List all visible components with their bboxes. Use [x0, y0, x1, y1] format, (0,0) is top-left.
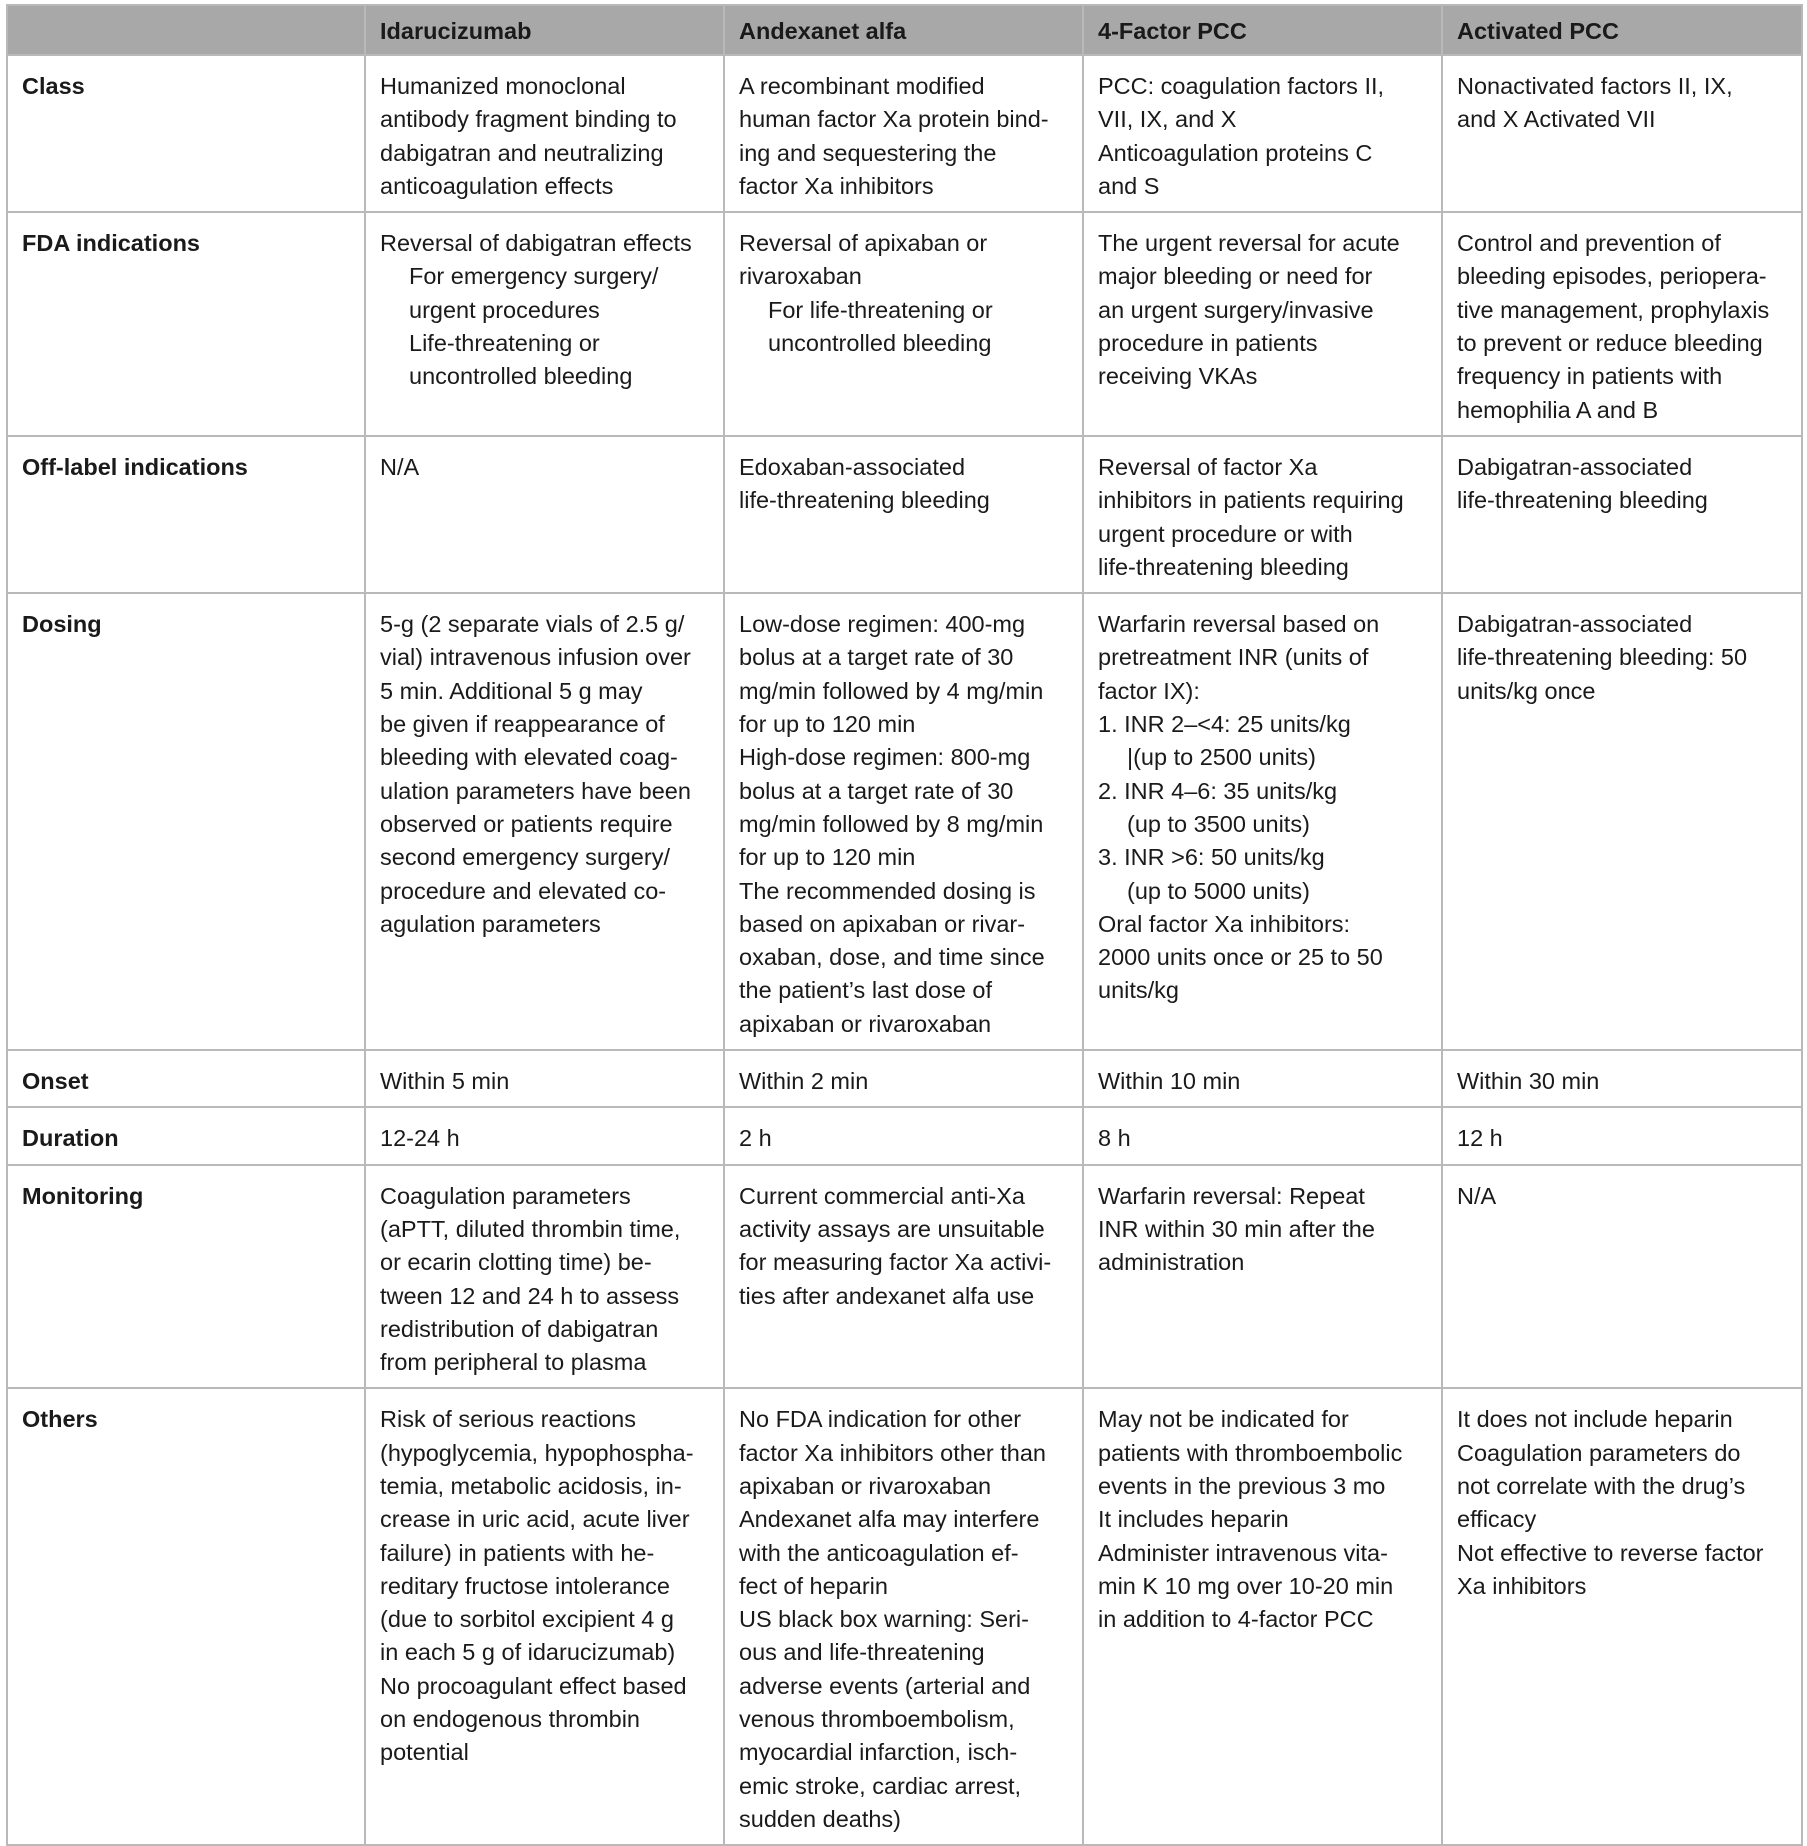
- cell-text-line: Control and prevention of: [1457, 230, 1721, 257]
- cell-text-line: urgent procedures: [409, 296, 600, 323]
- cell-text-line: for up to 120 min: [739, 711, 916, 738]
- cell-text-line: Humanized monoclonal: [380, 73, 626, 99]
- cell-text-line: patients with thromboembolic: [1098, 1439, 1403, 1466]
- cell-fda-activated-pcc: [1442, 212, 1802, 436]
- cell-text-line: units/kg once: [1457, 677, 1596, 704]
- cell-text-line: vial) intravenous infusion over: [380, 644, 691, 671]
- cell-text-line: reditary fructose intolerance: [380, 1572, 670, 1599]
- cell-text-line: an urgent surgery/invasive: [1098, 296, 1374, 323]
- cell-text-line: Risk of serious reactions: [380, 1406, 636, 1433]
- cell-text-line: tive management, prophylaxis: [1457, 296, 1770, 323]
- cell-text-line: mg/min followed by 4 mg/min: [739, 677, 1044, 704]
- cell-fda-andexanet: [724, 212, 1083, 436]
- cell-text-line: sudden deaths): [739, 1805, 902, 1832]
- cell-others-andexanet: [724, 1388, 1083, 1845]
- cell-text-line: Warfarin reversal: Repeat: [1098, 1182, 1365, 1209]
- cell-text-line: life-threatening bleeding: [739, 487, 990, 514]
- cell-text-line: ing and sequestering the: [739, 139, 997, 166]
- row-onset: [7, 1050, 1802, 1107]
- cell-text-line: bleeding episodes, periopera-: [1457, 263, 1767, 290]
- cell-monitoring-idarucizumab: [365, 1165, 724, 1389]
- cell-text-line: bleeding with elevated coag-: [380, 744, 678, 771]
- cell-text-line: procedure in patients: [1098, 330, 1318, 357]
- cell-fda-idarucizumab: [365, 212, 724, 436]
- row-label-class: Class: [7, 55, 365, 212]
- cell-text-line: Within 5 min: [380, 1068, 510, 1095]
- cell-text-line: Reversal of dabigatran effects: [380, 230, 692, 257]
- cell-text-line: 5-g (2 separate vials of 2.5 g/: [380, 611, 685, 638]
- cell-monitoring-activated-pcc: [1442, 1165, 1802, 1389]
- header-idarucizumab: Idarucizumab: [365, 5, 724, 55]
- row-dosing: [7, 593, 1802, 1050]
- cell-offlabel-andexanet: [724, 436, 1083, 593]
- cell-text-line: on endogenous thrombin: [380, 1706, 641, 1733]
- cell-text-line: Reversal of apixaban or: [739, 230, 988, 257]
- cell-monitoring-4f-pcc: [1083, 1165, 1442, 1389]
- cell-monitoring-andexanet: [724, 1165, 1083, 1389]
- cell-onset-4f-pcc: [1083, 1050, 1442, 1107]
- cell-text-line: The recommended dosing is: [739, 877, 1036, 904]
- cell-text-line: apixaban or rivaroxaban: [739, 1010, 992, 1037]
- cell-text-line: temia, metabolic acidosis, in-: [380, 1472, 682, 1499]
- cell-text-line: Dabigatran-associated: [1457, 453, 1693, 480]
- cell-text-line: adverse events (arterial and: [739, 1672, 1031, 1699]
- cell-text-line: 2. INR 4–6: 35 units/kg: [1098, 777, 1338, 804]
- cell-text-line: oxaban, dose, and time since: [739, 944, 1045, 971]
- cell-text-line: emic stroke, cardiac arrest,: [739, 1772, 1022, 1799]
- cell-text-line: crease in uric acid, acute liver: [380, 1506, 690, 1533]
- cell-text-line: N/A: [1457, 1182, 1497, 1209]
- cell-text-line: min K 10 mg over 10-20 min: [1098, 1572, 1394, 1599]
- row-off-label-indications: [7, 436, 1802, 593]
- cell-text-line: tween 12 and 24 h to assess: [380, 1282, 680, 1309]
- header-andexanet-alfa: Andexanet alfa: [724, 5, 1083, 55]
- cell-text-line: human factor Xa protein bind-: [739, 106, 1049, 133]
- cell-text-line: Edoxaban-associated: [739, 453, 966, 480]
- cell-text-line: to prevent or reduce bleeding: [1457, 330, 1763, 357]
- cell-text-line: N/A: [380, 453, 420, 480]
- comparison-table-container: [6, 4, 1801, 1846]
- cell-text-line: (hypoglycemia, hypophospha-: [380, 1439, 694, 1466]
- row-label-duration: Duration: [7, 1107, 365, 1164]
- cell-class-andexanet: [724, 55, 1083, 212]
- cell-text-line: For life-threatening or: [768, 296, 993, 323]
- cell-text-line: factor Xa inhibitors other than: [739, 1439, 1046, 1466]
- cell-text-line: for measuring factor Xa activi-: [739, 1249, 1052, 1276]
- cell-text-line: For emergency surgery/: [409, 263, 659, 290]
- cell-class-idarucizumab: [365, 55, 724, 212]
- cell-text-line: (aPTT, diluted thrombin time,: [380, 1215, 681, 1242]
- cell-text-line: dabigatran and neutralizing: [380, 139, 664, 166]
- cell-text-line: for up to 120 min: [739, 844, 916, 871]
- cell-duration-idarucizumab: [365, 1107, 724, 1164]
- cell-text-line: frequency in patients with: [1457, 363, 1723, 390]
- row-label-others: Others: [7, 1388, 365, 1845]
- cell-text-line: hemophilia A and B: [1457, 396, 1659, 423]
- cell-text-line: the patient’s last dose of: [739, 977, 993, 1004]
- cell-text-line: (due to sorbitol excipient 4 g: [380, 1606, 674, 1633]
- cell-text-line: apixaban or rivaroxaban: [739, 1472, 992, 1499]
- cell-text-line: Nonactivated factors II, IX,: [1457, 73, 1733, 99]
- cell-text-line: from peripheral to plasma: [380, 1349, 647, 1376]
- cell-text-line: Warfarin reversal based on: [1098, 611, 1380, 638]
- cell-text-line: Life-threatening or: [409, 330, 600, 357]
- row-label-onset: Onset: [7, 1050, 365, 1107]
- cell-duration-4f-pcc: [1083, 1107, 1442, 1164]
- cell-text-line: Not effective to reverse factor: [1457, 1539, 1764, 1566]
- row-label-dosing: Dosing: [7, 593, 365, 1050]
- cell-text-line: Xa inhibitors: [1457, 1572, 1587, 1599]
- cell-text-line: administration: [1098, 1249, 1245, 1276]
- cell-text-line: Within 30 min: [1457, 1068, 1600, 1095]
- cell-text-line: inhibitors in patients requiring: [1098, 487, 1404, 514]
- cell-text-line: Andexanet alfa may interfere: [739, 1506, 1040, 1533]
- cell-text-line: redistribution of dabigatran: [380, 1315, 659, 1342]
- cell-text-line: life-threatening bleeding: 50: [1457, 644, 1748, 671]
- cell-dosing-activated-pcc: [1442, 593, 1802, 1050]
- cell-text-line: urgent procedure or with: [1098, 520, 1353, 547]
- cell-dosing-idarucizumab: [365, 593, 724, 1050]
- cell-text-line: second emergency surgery/: [380, 844, 670, 871]
- row-label-off-label: Off-label indications: [7, 436, 365, 593]
- cell-text-line: |(up to 2500 units): [1127, 744, 1316, 771]
- cell-text-line: in each 5 g of idarucizumab): [380, 1639, 676, 1666]
- cell-text-line: 3. INR >6: 50 units/kg: [1098, 844, 1325, 871]
- cell-text-line: life-threatening bleeding: [1098, 553, 1349, 580]
- cell-offlabel-4f-pcc: [1083, 436, 1442, 593]
- cell-offlabel-idarucizumab: [365, 436, 724, 593]
- cell-text-line: mg/min followed by 8 mg/min: [739, 810, 1044, 837]
- cell-others-4f-pcc: [1083, 1388, 1442, 1845]
- cell-text-line: 5 min. Additional 5 g may: [380, 677, 643, 704]
- row-duration: [7, 1107, 1802, 1164]
- cell-text-line: Oral factor Xa inhibitors:: [1098, 910, 1351, 937]
- cell-text-line: receiving VKAs: [1098, 363, 1258, 390]
- cell-dosing-4f-pcc: [1083, 593, 1442, 1050]
- cell-text-line: myocardial infarction, isch-: [739, 1739, 1018, 1766]
- cell-onset-idarucizumab: [365, 1050, 724, 1107]
- cell-text-line: ties after andexanet alfa use: [739, 1282, 1035, 1309]
- cell-class-activated-pcc: [1442, 55, 1802, 212]
- row-monitoring: [7, 1165, 1802, 1389]
- cell-onset-activated-pcc: [1442, 1050, 1802, 1107]
- cell-text-line: Reversal of factor Xa: [1098, 453, 1318, 480]
- cell-dosing-andexanet: [724, 593, 1083, 1050]
- cell-others-idarucizumab: [365, 1388, 724, 1845]
- cell-text-line: agulation parameters: [380, 910, 601, 937]
- cell-text-line: It includes heparin: [1098, 1506, 1289, 1533]
- cell-text-line: A recombinant modified: [739, 73, 985, 99]
- cell-text-line: failure) in patients with he-: [380, 1539, 655, 1566]
- cell-text-line: fect of heparin: [739, 1572, 888, 1599]
- cell-text-line: activity assays are unsuitable: [739, 1215, 1045, 1242]
- cell-fda-4f-pcc: [1083, 212, 1442, 436]
- cell-text-line: efficacy: [1457, 1506, 1537, 1533]
- cell-text-line: VII, IX, and X: [1098, 106, 1237, 133]
- cell-text-line: No procoagulant effect based: [380, 1672, 687, 1699]
- cell-text-line: be given if reappearance of: [380, 711, 665, 738]
- cell-text-line: uncontrolled bleeding: [409, 363, 633, 390]
- row-fda-indications: [7, 212, 1802, 436]
- cell-text-line: major bleeding or need for: [1098, 263, 1373, 290]
- cell-text-line: INR within 30 min after the: [1098, 1215, 1375, 1242]
- cell-text-line: based on apixaban or rivar-: [739, 910, 1026, 937]
- reversal-agents-table: [6, 4, 1803, 1846]
- cell-text-line: Current commercial anti-Xa: [739, 1182, 1026, 1209]
- cell-class-4f-pcc: [1083, 55, 1442, 212]
- cell-text-line: The urgent reversal for acute: [1098, 230, 1400, 257]
- cell-text-line: 8 h: [1098, 1125, 1131, 1152]
- cell-text-line: PCC: coagulation factors II,: [1098, 73, 1385, 99]
- cell-text-line: factor Xa inhibitors: [739, 172, 934, 199]
- cell-text-line: It does not include heparin: [1457, 1406, 1733, 1433]
- cell-text-line: procedure and elevated co-: [380, 877, 667, 904]
- header-corner-cell: [7, 5, 365, 55]
- cell-text-line: ulation parameters have been: [380, 777, 691, 804]
- cell-text-line: (up to 5000 units): [1127, 877, 1310, 904]
- cell-text-line: Dabigatran-associated: [1457, 611, 1693, 638]
- cell-text-line: Anticoagulation proteins C: [1098, 139, 1373, 166]
- cell-text-line: Coagulation parameters: [380, 1182, 631, 1209]
- cell-text-line: uncontrolled bleeding: [768, 330, 992, 357]
- cell-text-line: May not be indicated for: [1098, 1406, 1349, 1433]
- cell-text-line: antibody fragment binding to: [380, 106, 677, 133]
- cell-text-line: in addition to 4-factor PCC: [1098, 1606, 1374, 1633]
- cell-text-line: and X Activated VII: [1457, 106, 1656, 133]
- cell-text-line: No FDA indication for other: [739, 1406, 1022, 1433]
- cell-text-line: life-threatening bleeding: [1457, 487, 1708, 514]
- cell-text-line: 2 h: [739, 1125, 772, 1152]
- cell-text-line: factor IX):: [1098, 677, 1200, 704]
- cell-text-line: and S: [1098, 172, 1160, 199]
- cell-text-line: 12-24 h: [380, 1125, 460, 1152]
- cell-text-line: or ecarin clotting time) be-: [380, 1249, 652, 1276]
- cell-text-line: potential: [380, 1739, 469, 1766]
- cell-text-line: (up to 3500 units): [1127, 810, 1310, 837]
- cell-text-line: with the anticoagulation ef-: [739, 1539, 1019, 1566]
- row-class: [7, 55, 1802, 212]
- cell-text-line: 1. INR 2–<4: 25 units/kg: [1098, 711, 1351, 738]
- cell-text-line: Coagulation parameters do: [1457, 1439, 1741, 1466]
- header-4-factor-pcc: 4-Factor PCC: [1083, 5, 1442, 55]
- cell-text-line: ous and life-threatening: [739, 1639, 985, 1666]
- cell-text-line: High-dose regimen: 800-mg: [739, 744, 1031, 771]
- cell-text-line: Administer intravenous vita-: [1098, 1539, 1388, 1566]
- cell-text-line: rivaroxaban: [739, 263, 862, 290]
- cell-others-activated-pcc: [1442, 1388, 1802, 1845]
- cell-duration-andexanet: [724, 1107, 1083, 1164]
- cell-text-line: anticoagulation effects: [380, 172, 614, 199]
- cell-onset-andexanet: [724, 1050, 1083, 1107]
- header-activated-pcc: Activated PCC: [1442, 5, 1802, 55]
- cell-text-line: US black box warning: Seri-: [739, 1606, 1029, 1633]
- header-row: [7, 5, 1802, 55]
- row-others: [7, 1388, 1802, 1845]
- cell-text-line: units/kg: [1098, 977, 1179, 1004]
- cell-text-line: bolus at a target rate of 30: [739, 777, 1014, 804]
- cell-text-line: not correlate with the drug’s: [1457, 1472, 1746, 1499]
- cell-text-line: events in the previous 3 mo: [1098, 1472, 1386, 1499]
- cell-text-line: 2000 units once or 25 to 50: [1098, 944, 1383, 971]
- cell-duration-activated-pcc: [1442, 1107, 1802, 1164]
- row-label-fda-indications: FDA indications: [7, 212, 365, 436]
- cell-text-line: venous thromboembolism,: [739, 1706, 1015, 1733]
- row-label-monitoring: Monitoring: [7, 1165, 365, 1389]
- cell-text-line: bolus at a target rate of 30: [739, 644, 1014, 671]
- cell-text-line: Within 2 min: [739, 1068, 869, 1095]
- cell-offlabel-activated-pcc: [1442, 436, 1802, 593]
- cell-text-line: observed or patients require: [380, 810, 673, 837]
- cell-text-line: Within 10 min: [1098, 1068, 1241, 1095]
- cell-text-line: Low-dose regimen: 400-mg: [739, 611, 1026, 638]
- cell-text-line: 12 h: [1457, 1125, 1503, 1152]
- cell-text-line: pretreatment INR (units of: [1098, 644, 1369, 671]
